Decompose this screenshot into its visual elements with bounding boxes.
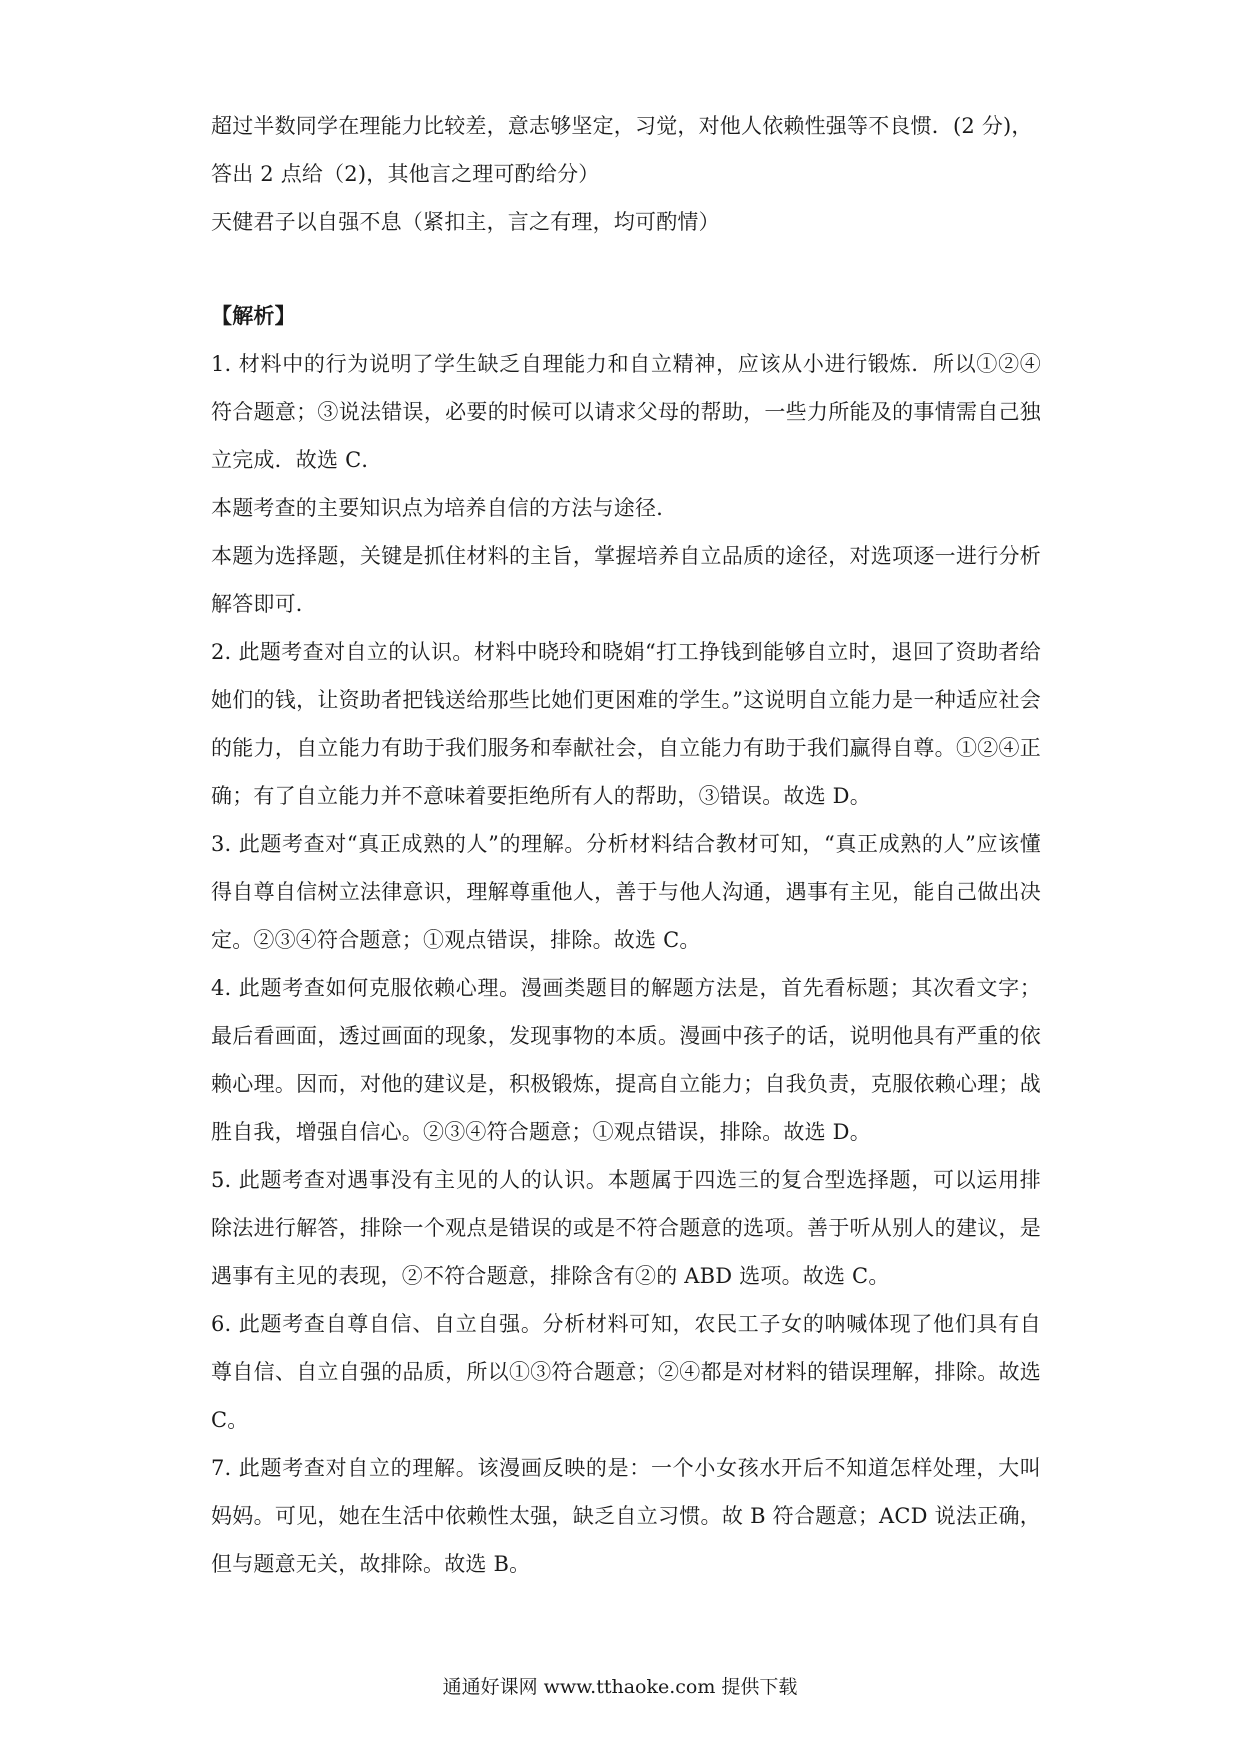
answer-line-2: 答出 2 点给（2)，其他言之理可酌给分） <box>211 162 600 186</box>
analysis-knowledge-point: 本题考查的主要知识点为培养自信的方法与途径． <box>211 496 678 520</box>
page-footer: 通通好课网 www.tthaoke.com 提供下载 <box>442 1676 798 1698</box>
answer-line-1: 超过半数同学在理能力比较差，意志够坚定，习觉，对他人依赖性强等不良惯．(2 分)， <box>211 114 1033 138</box>
analysis-item-1: 1. 材料中的行为说明了学生缺乏自理能力和自立精神，应该从小进行锻炼．所以①②④符合题意；③说法错误，必要的时候可以请求父母的帮助，一些力所能及的事情需自己独立完成．故选 C． <box>211 352 1041 472</box>
analysis-heading: 【解析】 <box>211 303 296 328</box>
answer-line-3: 天健君子以自强不息（紧扣主，言之有理，均可酌情） <box>211 210 720 234</box>
analysis-item-4: 4. 此题考查如何克服依赖心理。漫画类题目的解题方法是，首先看标题；其次看文字；最后看画面，透过画面的现象，发现事物的本质。漫画中孩子的话，说明他具有严重的依赖心理。因而，对他的建议是，积极锻炼，提高自立能力；自我负责，克服依赖心理；战胜自我，增强自信心。②③④符合题意；①观点错误，排除。故选 D。 <box>211 976 1041 1144</box>
analysis-method-note: 本题为选择题，关键是抓住材料的主旨，掌握培养自立品质的途径，对选项逐一进行分析解答即可． <box>211 544 1041 616</box>
analysis-item-3: 3. 此题考查对“真正成熟的人”的理解。分析材料结合教材可知，“真正成熟的人”应该懂得自尊自信树立法律意识，理解尊重他人，善于与他人沟通，遇事有主见，能自己做出决定。②③④符合题意；①观点错误，排除。故选 C。 <box>211 832 1041 952</box>
analysis-item-2: 2. 此题考查对自立的认识。材料中晓玲和晓娟“打工挣钱到能够自立时，退回了资助者给她们的钱，让资助者把钱送给那些比她们更困难的学生。”这说明自立能力是一种适应社会的能力，自立能力有助于我们服务和奉献社会，自立能力有助于我们赢得自尊。①②④正确；有了自立能力并不意味着要拒绝所有人的帮助，③错误。故选 D。 <box>211 640 1041 808</box>
analysis-item-7: 7. 此题考查对自立的理解。该漫画反映的是：一个小女孩水开后不知道怎样处理，大叫妈妈。可见，她在生活中依赖性太强，缺乏自立习惯。故 B 符合题意；ACD 说法正确，但与题意无关，故排除。故选 B。 <box>211 1456 1041 1576</box>
analysis-item-6: 6. 此题考查自尊自信、自立自强。分析材料可知，农民工子女的呐喊体现了他们具有自尊自信、自立自强的品质，所以①③符合题意；②④都是对材料的错误理解，排除。故选 C。 <box>211 1312 1041 1432</box>
analysis-item-5: 5. 此题考查对遇事没有主见的人的认识。本题属于四选三的复合型选择题，可以运用排除法进行解答，排除一个观点是错误的或是不符合题意的选项。善于听从别人的建议，是遇事有主见的表现，②不符合题意，排除含有②的 ABD 选项。故选 C。 <box>211 1168 1041 1288</box>
document-body <box>211 102 1041 1588</box>
